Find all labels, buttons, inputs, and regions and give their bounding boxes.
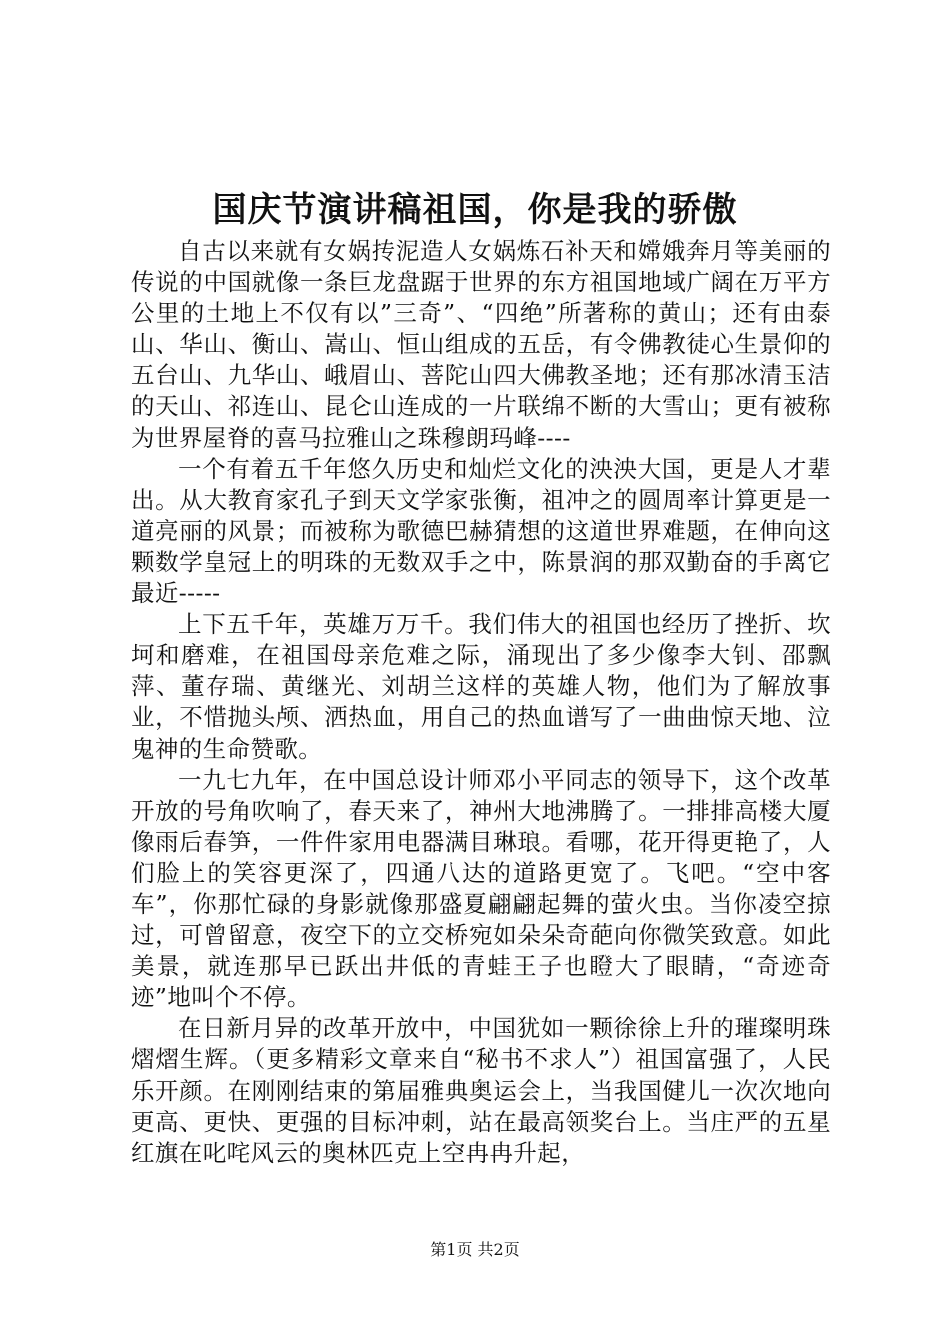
page-title: 国庆节演讲稿祖国，你是我的骄傲: [212, 190, 738, 230]
document-body: [131, 236, 831, 1169]
paragraph-3: 上下五千年，英雄万万千。我们伟大的祖国也经历了挫折、坎坷和磨难，在祖国母亲危难之际，涌现出了多少像李大钊、邵飘萍、董存瑞、黄继光、刘胡兰这样的英雄人物，他们为了解放事业，不惜抛头颅、洒热血，用自己的热血谱写了一曲曲惊天地、泣鬼神的生命赞歌。: [131, 610, 831, 763]
paragraph-1: 自古以来就有女娲抟泥造人女娲炼石补天和嫦娥奔月等美丽的传说的中国就像一条巨龙盘踞于世界的东方祖国地域广阔在万平方公里的土地上不仅有以”三奇”、“四绝”所著称的黄山；还有由泰山、华山、衡山、嵩山、恒山组成的五岳，有令佛教徒心生景仰的五台山、九华山、峨眉山、菩陀山四大佛教圣地；还有那冰清玉洁的天山、祁连山、昆仑山连成的一片联绵不断的大雪山；更有被称为世界屋脊的喜马拉雅山之珠穆朗玛峰----: [131, 237, 831, 452]
paragraph-2: 一个有着五千年悠久历史和灿烂文化的泱泱大国，更是人才辈出。从大教育家孔子到天文学家张衡，祖冲之的圆周率计算更是一道亮丽的风景；而被称为歌德巴赫猜想的这道世界难题，在伸向这颗数学皇冠上的明珠的无数双手之中，陈景润的那双勤奋的手离它最近-----: [131, 454, 831, 608]
paragraph-4: 一九七九年，在中国总设计师邓小平同志的领导下，这个改革开放的号角吹响了，春天来了，神州大地沸腾了。一排排高楼大厦像雨后春笋，一件件家用电器满目琳琅。看哪，花开得更艳了，人们脸上的笑容更深了，四通八达的道路更宽了。飞吧。“空中客车”，你那忙碌的身影就像那盛夏翩翩起舞的萤火虫。当你凌空掠过，可曾留意，夜空下的立交桥宛如朵朵奇葩向你微笑致意。如此美景，就连那早已跃出井低的青蛙王子也瞪大了眼睛，“奇迹奇迹”地叫个不停。: [131, 765, 831, 1012]
paragraph-5: 在日新月异的改革开放中，中国犹如一颗徐徐上升的璀璨明珠熠熠生辉。（更多精彩文章来自“秘书不求人”）祖国富强了，人民乐开颜。在刚刚结束的第届雅典奥运会上，当我国健儿一次次地向更高、更快、更强的目标冲刺，站在最高领奖台上。当庄严的五星红旗在叱咤风云的奥林匹克上空冉冉升起，: [131, 1014, 831, 1167]
page-footer: 第1页 共2页: [430, 1240, 520, 1259]
